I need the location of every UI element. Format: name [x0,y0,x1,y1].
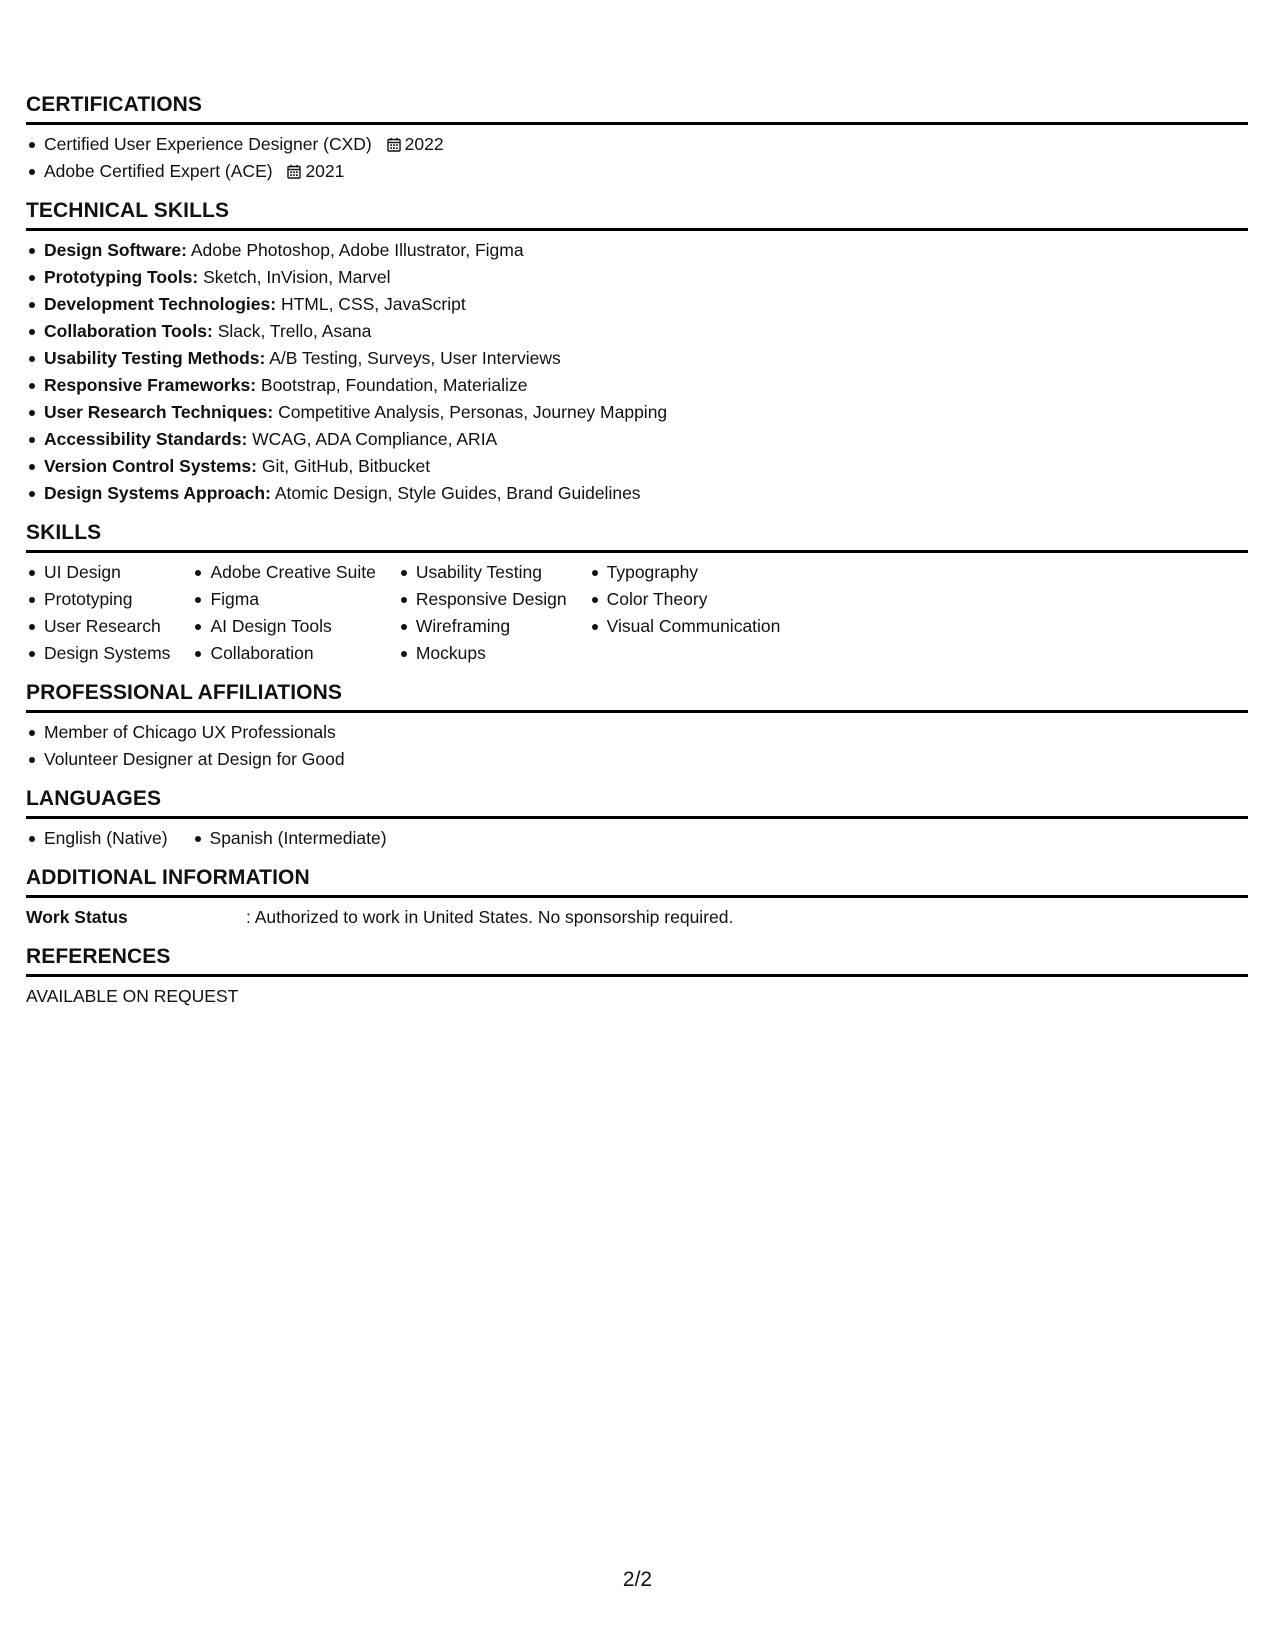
list-item [26,426,1248,453]
list-item: Mockups [398,640,567,667]
certification-year: 2021 [305,161,345,181]
work-status-label: Work Status [26,907,128,927]
skill-category: Design Software: [44,240,187,260]
references-section [26,944,1248,1010]
skill-values: Competitive Analysis, Personas, Journey Mapping [273,402,668,422]
resume-page [26,92,1248,1023]
list-item [26,158,1248,185]
list-item: Member of Chicago UX Professionals [26,719,1248,746]
skill-category: Collaboration Tools: [44,321,213,341]
list-item: Usability Testing [398,559,567,586]
list-item [26,345,1248,372]
skill-category: Version Control Systems: [44,456,257,476]
list-item: Color Theory [589,586,781,613]
list-item: UI Design [26,559,170,586]
skills-column [26,559,170,667]
section-title-affiliations: PROFESSIONAL AFFILIATIONS [26,680,1248,713]
skills-section [26,520,1248,667]
skill-category: Design Systems Approach: [44,483,271,503]
section-title-additional-info: ADDITIONAL INFORMATION [26,865,1248,898]
references-text: AVAILABLE ON REQUEST [26,986,239,1006]
list-item [26,453,1248,480]
certification-year: 2022 [404,134,444,154]
section-title-certifications: CERTIFICATIONS [26,92,1248,125]
list-item: Visual Communication [589,613,781,640]
skills-grid [26,559,1248,667]
list-item: Adobe Creative Suite [192,559,375,586]
list-item: Volunteer Designer at Design for Good [26,746,1248,773]
certification-name: Certified User Experience Designer (CXD) [44,134,372,154]
list-item [26,131,1248,158]
additional-info-section [26,865,1248,931]
section-title-references: REFERENCES [26,944,1248,977]
list-item [26,237,1248,264]
skill-category: Accessibility Standards: [44,429,248,449]
calendar-icon [287,164,301,179]
section-title-languages: LANGUAGES [26,786,1248,819]
list-item [26,264,1248,291]
list-item: Spanish (Intermediate) [192,825,387,852]
list-item [26,399,1248,426]
list-item: Collaboration [192,640,375,667]
languages-list [26,825,1248,852]
affiliations-section [26,680,1248,773]
skill-category: Prototyping Tools: [44,267,199,287]
skills-column [398,559,567,667]
list-item: English (Native) [26,825,168,852]
skill-category: Usability Testing Methods: [44,348,266,368]
skill-values: Atomic Design, Style Guides, Brand Guidelines [270,483,641,503]
technical-skills-section [26,198,1248,507]
section-title-technical-skills: TECHNICAL SKILLS [26,198,1248,231]
list-item: Typography [589,559,781,586]
list-item: Prototyping [26,586,170,613]
list-item [26,318,1248,345]
section-title-skills: SKILLS [26,520,1248,553]
list-item: User Research [26,613,170,640]
skill-category: User Research Techniques: [44,402,274,422]
list-item [26,291,1248,318]
list-item: Figma [192,586,375,613]
work-status-value: : Authorized to work in United States. No sponsorship required. [246,907,734,927]
skill-values: Git, GitHub, Bitbucket [256,456,431,476]
list-item: Design Systems [26,640,170,667]
affiliations-list [26,719,1248,773]
skill-values: A/B Testing, Surveys, User Interviews [265,348,561,368]
calendar-icon [387,137,401,152]
skill-values: Adobe Photoshop, Adobe Illustrator, Figma [186,240,524,260]
list-item: AI Design Tools [192,613,375,640]
skill-category: Development Technologies: [44,294,277,314]
list-item [26,372,1248,399]
skills-column [192,559,375,667]
languages-section [26,786,1248,852]
certifications-list [26,131,1248,185]
skill-values: WCAG, ADA Compliance, ARIA [247,429,498,449]
list-item: Responsive Design [398,586,567,613]
page-number: 2/2 [622,1568,653,1591]
certifications-section [26,92,1248,185]
certification-name: Adobe Certified Expert (ACE) [44,161,273,181]
skill-category: Responsive Frameworks: [44,375,257,395]
technical-skills-list [26,237,1248,507]
skill-values: Slack, Trello, Asana [212,321,372,341]
skill-values: Bootstrap, Foundation, Materialize [256,375,528,395]
skill-values: Sketch, InVision, Marvel [198,267,391,287]
list-item [26,480,1248,507]
work-status-row [26,904,1248,931]
list-item: Wireframing [398,613,567,640]
skills-column [589,559,781,667]
skill-values: HTML, CSS, JavaScript [276,294,466,314]
